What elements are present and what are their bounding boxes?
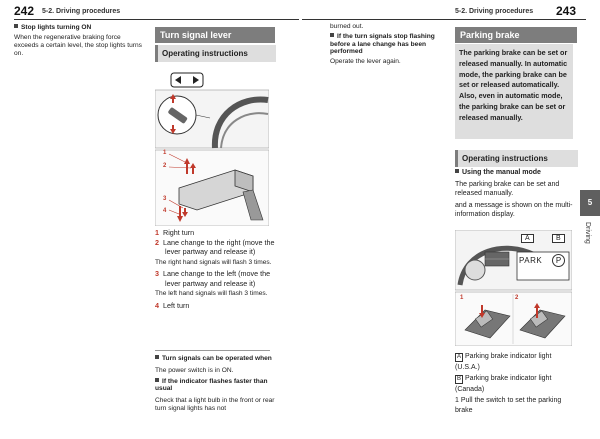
diagram-number-2: 2 xyxy=(515,295,519,301)
chapter-tab-number[interactable]: 5 xyxy=(580,190,600,216)
manual-mode-body1: The parking brake can be set and released manually. xyxy=(455,180,560,198)
stop-flashing-body: Operate the lever again. xyxy=(330,58,401,66)
diagram-number-2: 2 xyxy=(163,163,167,169)
conditions-block xyxy=(155,355,275,414)
page-number-left: 242 xyxy=(14,4,35,18)
parking-legend xyxy=(455,352,575,416)
faster-body: Check that a light bulb in the front or rear turn signal lights has not xyxy=(155,397,275,413)
stop-flashing-heading: If the turn signals stop flashing before a lane change has been performed xyxy=(330,33,435,56)
manual-mode-block xyxy=(455,169,575,220)
park-indicator: PARK xyxy=(519,256,543,265)
legend-item-a: A Parking brake indicator light (U.S.A.) xyxy=(455,353,552,371)
parking-brake-illustration xyxy=(455,230,572,346)
manual-mode-body2: and a message is shown on the multi-information display. xyxy=(455,201,573,219)
divider xyxy=(155,350,270,351)
stop-lights-heading: Stop lights turning ON xyxy=(14,24,144,32)
parking-brake-info-box xyxy=(455,44,573,139)
note-right-flash: The right hand signals will flash 3 times. xyxy=(155,258,272,266)
step-1: 1 Pull the switch to set the parking brake xyxy=(455,397,562,414)
page-number-right: 243 xyxy=(556,4,577,18)
header-rule-right xyxy=(302,19,586,20)
legend-item-b: B Parking brake indicator light (Canada) xyxy=(455,375,552,393)
list-item: 4 Left turn xyxy=(155,300,190,310)
label-a: A xyxy=(521,234,534,243)
list-item: 2 Lane change to the right (move the lever partway and release it) xyxy=(155,237,275,257)
faster-heading: If the indicator flashes faster than usual xyxy=(155,377,268,393)
turn-signal-subheading: Operating instructions xyxy=(155,45,276,62)
conditions-heading: Turn signals can be operated when xyxy=(155,355,275,363)
p-indicator: P xyxy=(552,254,565,267)
stop-lights-block xyxy=(14,24,144,58)
middle-column xyxy=(330,23,445,66)
chapter-tab-label: Driving xyxy=(584,222,591,244)
note-left-flash: The left hand signals will flash 3 times. xyxy=(155,290,268,298)
parking-brake-title: Parking brake xyxy=(455,27,577,43)
section-header-left: 5-2. Driving procedures xyxy=(42,8,121,15)
list-item: 3 Lane change to the left (move the lever partway and release it) xyxy=(155,269,271,288)
turn-signal-title: Turn signal lever xyxy=(155,27,275,43)
header-rule-left xyxy=(14,19,299,20)
diagram-number-3: 3 xyxy=(163,196,167,202)
diagram-number-4: 4 xyxy=(163,208,167,214)
section-header-right: 5-2. Driving procedures xyxy=(455,8,534,15)
manual-mode-heading: Using the manual mode xyxy=(455,169,575,177)
parking-brake-subheading: Operating instructions xyxy=(455,150,578,167)
diagram-number-1: 1 xyxy=(163,150,167,156)
label-b: B xyxy=(552,234,565,243)
stop-lights-body: When the regenerative braking force exceeds a certain level, the stop lights turns on. xyxy=(14,33,142,58)
parking-brake-info: The parking brake can be set or released manually. In automatic mode, the parking brake can be set or released automatically. Also, even in automatic mode, the parking brake can be set or released manually. xyxy=(459,48,568,122)
conditions-body: The power switch is in ON. xyxy=(155,366,234,374)
turn-signal-list xyxy=(155,228,285,310)
diagram-number-1: 1 xyxy=(460,295,464,301)
burned-out-text: burned out. xyxy=(330,23,364,30)
turn-signal-illustration xyxy=(155,70,269,226)
list-item: 1 Right turn xyxy=(155,228,195,237)
